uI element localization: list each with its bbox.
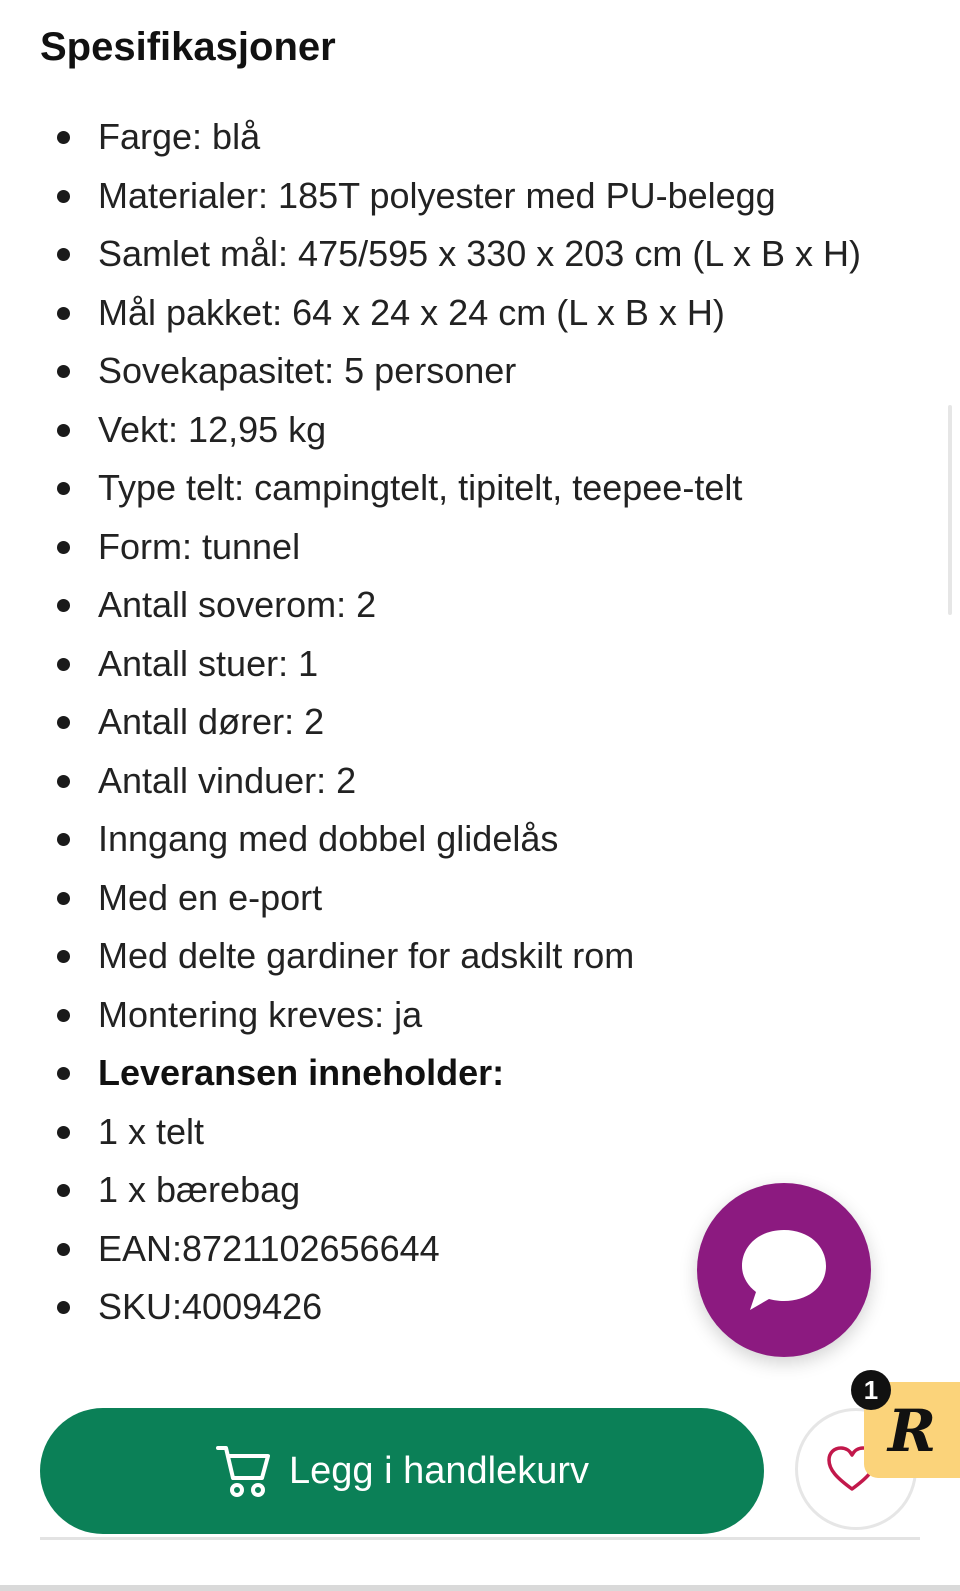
specifications-list	[0, 108, 900, 1337]
bullet-icon	[57, 1126, 70, 1139]
bullet-icon	[57, 307, 70, 320]
spec-item	[0, 693, 900, 752]
chat-button[interactable]	[697, 1183, 871, 1357]
spec-text: Med delte gardiner for adskilt rom	[98, 935, 635, 976]
bullet-icon	[57, 131, 70, 144]
spec-text: Materialer: 185T polyester med PU-belegg	[98, 174, 776, 216]
bullet-icon	[57, 892, 70, 905]
spec-item	[0, 342, 900, 401]
spec-text: Inngang med dobbel glidelås	[98, 818, 559, 859]
spec-item	[0, 167, 900, 226]
spec-text: Antall soverom: 2	[98, 584, 377, 625]
bullet-icon	[57, 599, 70, 612]
spec-text: EAN:8721102656644	[98, 1227, 440, 1269]
spec-text: Leveransen inneholder:	[98, 1052, 505, 1093]
spec-item	[0, 284, 900, 343]
bullet-icon	[57, 775, 70, 788]
spec-item	[0, 459, 900, 518]
bottom-edge	[0, 1585, 960, 1591]
bullet-icon	[57, 365, 70, 378]
bullet-icon	[57, 1301, 70, 1314]
spec-text: Sovekapasitet: 5 personer	[98, 350, 517, 391]
spec-item	[0, 225, 900, 284]
spec-text: Mål pakket: 64 x 24 x 24 cm (L x B x H)	[98, 291, 725, 333]
scroll-indicator[interactable]	[948, 405, 952, 615]
spec-text: Farge: blå	[98, 116, 261, 157]
bullet-icon	[57, 950, 70, 963]
rewards-logo: R	[887, 1397, 937, 1465]
add-to-cart-button[interactable]	[40, 1408, 764, 1534]
bullet-icon	[57, 248, 70, 261]
bullet-icon	[57, 541, 70, 554]
bullet-icon	[57, 424, 70, 437]
add-to-cart-label: Legg i handlekurv	[289, 1449, 589, 1492]
spec-text: Antall vinduer: 2	[98, 759, 357, 801]
bullet-icon	[57, 658, 70, 671]
section-heading: Spesifikasjoner	[40, 25, 336, 69]
bullet-icon	[57, 716, 70, 729]
spec-item	[0, 810, 900, 869]
spec-text: 1 x telt	[98, 1110, 205, 1152]
shopping-cart-icon	[215, 1443, 273, 1499]
spec-text: SKU:4009426	[98, 1286, 323, 1327]
spec-text: Antall stuer: 1	[98, 642, 319, 684]
bullet-icon	[57, 1243, 70, 1256]
spec-text: Form: tunnel	[98, 525, 301, 567]
bullet-icon	[57, 190, 70, 203]
spec-item	[0, 635, 900, 694]
spec-text: Antall dører: 2	[98, 701, 325, 742]
spec-item	[0, 108, 900, 167]
spec-text: Montering kreves: ja	[98, 993, 423, 1035]
bullet-icon	[57, 1184, 70, 1197]
spec-text: Type telt: campingtelt, tipitelt, teepee-telt	[98, 467, 743, 508]
spec-item	[0, 518, 900, 577]
notification-count-badge: 1	[851, 1370, 891, 1410]
spec-text: Vekt: 12,95 kg	[98, 408, 327, 450]
spec-text: Samlet mål: 475/595 x 330 x 203 cm (L x B x H)	[98, 233, 861, 274]
bullet-icon	[57, 1067, 70, 1080]
bullet-icon	[57, 833, 70, 846]
divider	[40, 1537, 920, 1540]
spec-item	[0, 752, 900, 811]
bullet-icon	[57, 482, 70, 495]
spec-item	[0, 401, 900, 460]
chat-bubble-icon	[736, 1224, 832, 1316]
spec-item	[0, 1103, 900, 1162]
spec-text: Med en e-port	[98, 876, 323, 918]
spec-text: 1 x bærebag	[98, 1169, 301, 1210]
spec-item	[0, 869, 900, 928]
spec-item	[0, 986, 900, 1045]
bullet-icon	[57, 1009, 70, 1022]
spec-item	[0, 1044, 900, 1103]
spec-item	[0, 927, 900, 986]
spec-item	[0, 576, 900, 635]
